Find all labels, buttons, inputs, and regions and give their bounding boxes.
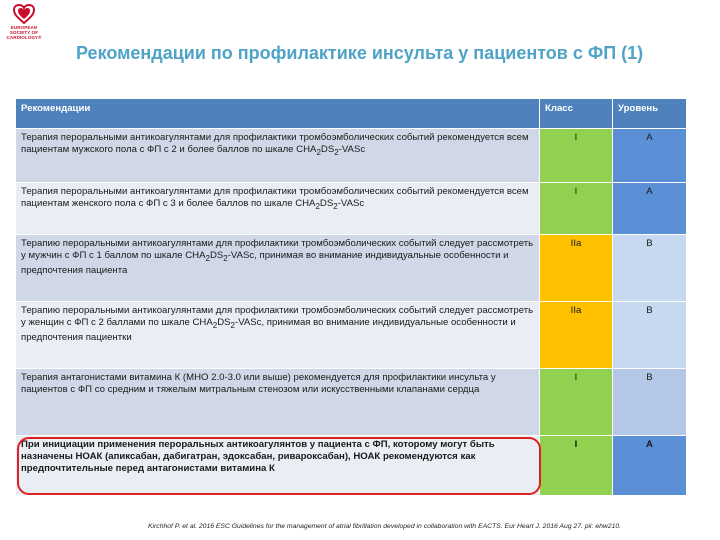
- subscript: 2: [230, 320, 235, 330]
- subscript: 2: [316, 147, 321, 157]
- recommendation-cell: Терапия антагонистами витамина К (МНО 2.0-3.0 или выше) рекомендуется для профилактики инсульта у пациентов с ФП со средним и тяжелым митральным стенозом или искусственными клапанами сердца: [16, 369, 540, 436]
- subscript: 2: [333, 201, 338, 211]
- class-cell: I: [540, 436, 613, 496]
- recommendation-cell: [16, 183, 540, 235]
- table-header-row: [16, 99, 687, 129]
- recommendation-text: DS: [209, 250, 224, 261]
- recommendation-text: DS: [217, 317, 231, 328]
- subscript: 2: [315, 201, 320, 211]
- recommendation-text: Терапия пероральными антикоагулянтами для профилактики тромбоэмболических событий рекомендуется всем пациентам женского пола с ФП с 3 и более баллов по шкале CHA: [21, 186, 529, 209]
- citation: Kirchhof P. et al. 2016 ESC Guidelines for the management of atrial fibrillation developed in collaboration with EACTS. Eur Heart J. 2016 Aug 27. pii: ehw210.: [148, 523, 622, 530]
- logo-line-2: SOCIETY OF: [9, 30, 39, 35]
- class-cell: I: [540, 129, 613, 183]
- subscript: 2: [212, 320, 218, 330]
- recommendation-text: Терапия пероральными антикоагулянтами для профилактики тромбоэмболических событий рекомендуется всем пациентам мужского пола с ФП с 2 и более баллов по шкале CHA: [21, 132, 529, 155]
- class-cell: I: [540, 183, 613, 235]
- recommendation-text: -VASc: [338, 144, 366, 155]
- heart-icon: [13, 4, 35, 24]
- logo-line-1: EUROPEAN: [10, 25, 38, 30]
- level-cell: B: [613, 302, 687, 369]
- level-cell: B: [613, 369, 687, 436]
- table-row: [16, 235, 687, 302]
- subscript: 2: [334, 147, 339, 157]
- table-row: [16, 436, 687, 496]
- recommendation-text: -VASc: [337, 198, 365, 209]
- table-row: [16, 369, 687, 436]
- recommendation-cell: [16, 302, 540, 369]
- recommendation-text: DS: [320, 144, 335, 155]
- recommendation-text: -VASc, принимая во внимание индивидуальные особенности и предпочтения пациента: [21, 250, 509, 276]
- level-cell: A: [613, 183, 687, 235]
- subscript: 2: [223, 253, 228, 263]
- page-title: Рекомендации по профилактике инсульта у пациентов с ФП (1): [76, 43, 644, 63]
- header-class: Класс: [540, 99, 613, 129]
- logo-line-3: CARDIOLOGY®: [6, 35, 42, 40]
- class-cell: IIa: [540, 235, 613, 302]
- recommendation-cell: При инициации применения пероральных антикоагулянтов у пациента с ФП, которому могут быть назначены НОАК (апиксабан, дабигатран, эдоксабан, ривароксабан), НОАК рекомендуются как предпочтительные перед антагонистами витамина К: [16, 436, 540, 496]
- level-cell: B: [613, 235, 687, 302]
- recommendation-cell: [16, 129, 540, 183]
- esc-logo: [4, 4, 44, 52]
- recommendation-text: Терапию пероральными антикоагулянтами для профилактики тромбоэмболических событий следует рассмотреть у мужчин с ФП с 1 баллом по шкале CHA: [21, 238, 534, 261]
- header-recommendation: Рекомендации: [16, 99, 540, 129]
- table-row: [16, 129, 687, 183]
- level-cell: A: [613, 129, 687, 183]
- level-cell: A: [613, 436, 687, 496]
- table-row: [16, 302, 687, 369]
- subscript: 2: [205, 253, 210, 263]
- recommendation-text: DS: [319, 198, 334, 209]
- recommendations-table: [15, 98, 687, 496]
- class-cell: I: [540, 369, 613, 436]
- recommendation-cell: [16, 235, 540, 302]
- recommendation-text: Терапию пероральными антикоагулянтами для профилактики тромбоэмболических событий следует рассмотреть у женщин с ФП с 2 баллами по шкале CHA: [21, 305, 534, 328]
- header-level: Уровень: [613, 99, 687, 129]
- table-row: [16, 183, 687, 235]
- recommendation-text: -VASc, принимая во внимание индивидуальные особенности и предпочтения пациентки: [21, 317, 516, 343]
- class-cell: IIa: [540, 302, 613, 369]
